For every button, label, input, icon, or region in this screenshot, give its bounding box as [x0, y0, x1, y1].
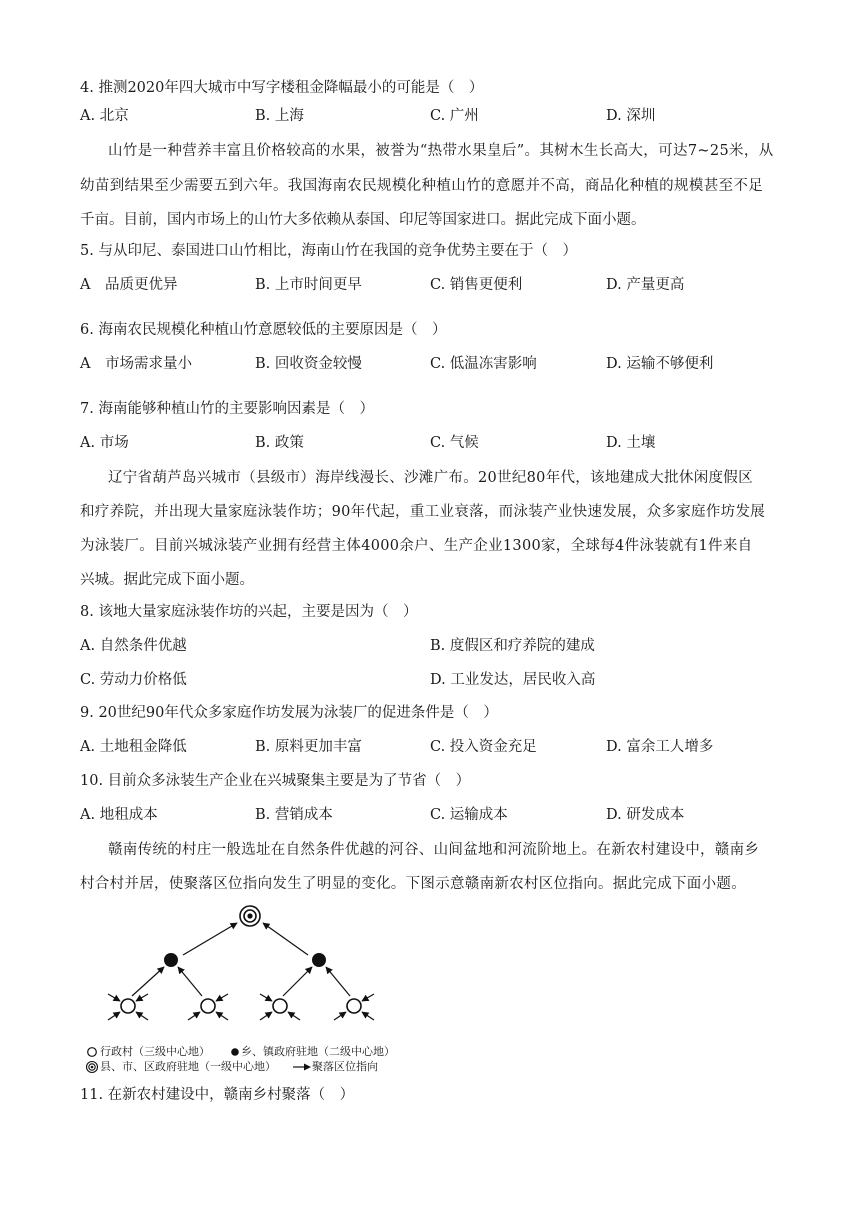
arrow-to-town	[326, 967, 350, 996]
passage-3-line-1: 赣南传统的村庄一般选址在自然条件优越的河谷、山间盆地和河流阶地上。在新农村建设中，赣南乡	[108, 842, 760, 858]
q4-option-d: D. 深圳	[606, 108, 656, 124]
q5-option-b: B. 上市时间更早	[255, 277, 362, 293]
q8-option-b: B. 度假区和疗养院的建成	[430, 638, 595, 654]
arrow-to-town	[178, 967, 202, 996]
q7-option-a: A. 市场	[80, 435, 129, 451]
q8-option-a: A. 自然条件优越	[80, 638, 187, 654]
passage-1-line-3: 千亩。目前，国内市场上的山竹大多依赖从泰国、印尼等国家进口。据此完成下面小题。	[80, 212, 646, 228]
q7-option-d: D. 土壤	[606, 435, 656, 451]
legend-town-icon	[229, 1046, 241, 1058]
passage-1-line-2: 幼苗到结果至少需要五到六年。我国海南农民规模化种植山竹的意愿并不高，商品化种植的规模甚至不足	[80, 178, 764, 194]
q6-option-d: D. 运输不够便利	[606, 356, 714, 372]
legend-village-icon	[86, 1046, 98, 1058]
q7-option-c: C. 气候	[430, 435, 479, 451]
question-10-stem: 10. 目前众多泳装生产企业在兴城聚集主要是为了节省（ ）	[80, 773, 471, 789]
passage-2-line-2: 和疗养院，并出现大量家庭泳装作坊；90年代起，重工业衰落，而泳装产业快速发展，众多家庭作坊发展	[80, 504, 766, 520]
q9-option-b: B. 原料更加丰富	[255, 739, 362, 755]
arrow-to-county	[183, 923, 237, 955]
passage-2-line-1: 辽宁省葫芦岛兴城市（县级市）海岸线漫长、沙滩广布。20世纪80年代，该地建成大批休闲度假区	[108, 470, 753, 486]
q6-option-b: B. 回收资金较慢	[255, 356, 362, 372]
town-icon	[312, 953, 326, 967]
q9-option-d: D. 富余工人增多	[606, 739, 714, 755]
village-icon	[121, 999, 135, 1013]
arrow-to-town	[132, 967, 164, 996]
legend-village-label: 行政村（三级中心地）	[100, 1045, 210, 1058]
question-5-stem: 5. 与从印尼、泰国进口山竹相比，海南山竹在我国的竞争优势主要在于（ ）	[80, 243, 577, 259]
q8-option-c: C. 劳动力价格低	[80, 672, 187, 688]
q10-option-a: A. 地租成本	[80, 807, 158, 823]
passage-1-line-1: 山竹是一种营养丰富且价格较高的水果，被誉为“热带水果皇后”。其树木生长高大，可达7~25米，从	[108, 143, 774, 159]
q8-option-d: D. 工业发达，居民收入高	[430, 672, 596, 688]
q9-option-a: A. 土地租金降低	[80, 739, 187, 755]
q5-option-a: A 品质更优异	[80, 277, 178, 293]
legend-arrow-icon	[292, 1062, 312, 1072]
q4-option-c: C. 广州	[430, 108, 479, 124]
town-icon	[164, 953, 178, 967]
question-6-stem: 6. 海南农民规模化种植山竹意愿较低的主要原因是（ ）	[80, 322, 447, 338]
q10-option-d: D. 研发成本	[606, 807, 685, 823]
q6-option-c: C. 低温冻害影响	[430, 356, 537, 372]
legend-county-icon	[85, 1060, 99, 1074]
passage-3-line-2: 村合村并居，使聚落区位指向发生了明显的变化。下图示意赣南新农村区位指向。据此完成下面小题。	[80, 876, 746, 892]
village-icon	[201, 999, 215, 1013]
legend-town-label: 乡、镇政府驻地（二级中心地）	[241, 1045, 395, 1058]
q7-option-b: B. 政策	[255, 435, 304, 451]
q4-option-a: A. 北京	[80, 108, 129, 124]
q10-option-c: C. 运输成本	[430, 807, 508, 823]
question-7-stem: 7. 海南能够种植山竹的主要影响因素是（ ）	[80, 401, 374, 417]
question-4-stem: 4. 推测2020年四大城市中写字楼租金降幅最小的可能是（ ）	[80, 80, 484, 96]
q9-option-c: C. 投入资金充足	[430, 739, 537, 755]
arrow-to-county	[263, 923, 308, 955]
arrow-to-town	[283, 967, 312, 996]
q5-option-c: C. 销售更便利	[430, 277, 523, 293]
q6-option-a: A 市场需求量小	[80, 356, 192, 372]
question-11-stem: 11. 在新农村建设中，赣南乡村聚落（ ）	[80, 1087, 355, 1103]
q4-option-b: B. 上海	[255, 108, 304, 124]
legend-county-label: 县、市、区政府驻地（一级中心地）	[100, 1060, 276, 1073]
question-8-stem: 8. 该地大量家庭泳装作坊的兴起，主要是因为（ ）	[80, 604, 418, 620]
q10-option-b: B. 营销成本	[255, 807, 333, 823]
q5-option-d: D. 产量更高	[606, 277, 685, 293]
village-icon	[347, 999, 361, 1013]
question-9-stem: 9. 20世纪90年代众多家庭作坊发展为泳装厂的促进条件是（ ）	[80, 705, 498, 721]
passage-2-line-3: 为泳装厂。目前兴城泳装产业拥有经营主体4000余户、生产企业1300家，全球每4件泳装就有1件来自	[80, 538, 753, 554]
legend-arrow-label: 聚落区位指向	[312, 1060, 378, 1073]
passage-2-line-4: 兴城。据此完成下面小题。	[80, 572, 254, 588]
village-icon	[273, 999, 287, 1013]
